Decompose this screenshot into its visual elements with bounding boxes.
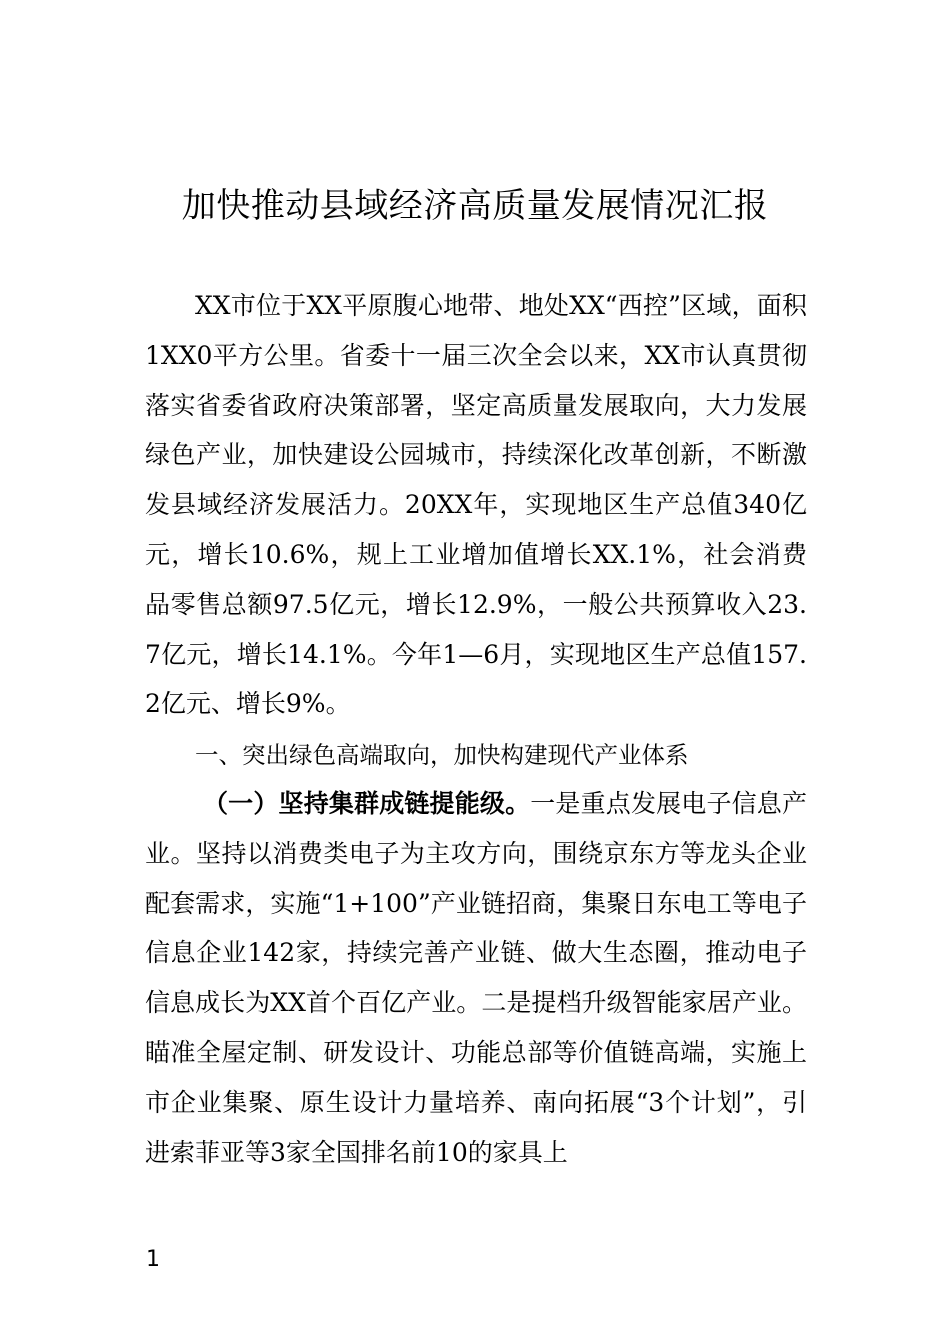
subsection-paragraph: [145, 779, 807, 1177]
subsection-text: 一是重点发展电子信息产业。坚持以消费类电子为主攻方向，围绕京东方等龙头企业配套需求，实施“1+100”产业链招商，集聚日东电工等电子信息企业142家，持续完善产业链、做大生态圈，推动电子信息成长为XX首个百亿产业。二是提档升级智能家居产业。瞄准全屋定制、研发设计、功能总部等价值链高端，实施上市企业集聚、原生设计力量培养、南向拓展“3个计划”，引进索菲亚等3家全国排名前10的家具上: [145, 789, 807, 1167]
document-title: 加快推动县域经济高质量发展情况汇报: [181, 186, 769, 226]
section-heading: 一、突出绿色高端取向，加快构建现代产业体系: [195, 741, 689, 769]
subsection-lead: （一）坚持集群成链提能级。: [203, 789, 531, 818]
page-number: 1: [146, 1247, 160, 1272]
intro-paragraph: XX市位于XX平原腹心地带、地处XX“西控”区域，面积1XX0平方公里。省委十一届三次全会以来，XX市认真贯彻落实省委省政府决策部署，坚定高质量发展取向，大力发展绿色产业，加快建设公园城市，持续深化改革创新，不断激发县域经济发展活力。20XX年，实现地区生产总值340亿元，增长10.6%，规上工业增加值增长XX.1%，社会消费品零售总额97.5亿元，增长12.9%，一般公共预算收入23.7亿元，增长14.1%。今年1—6月，实现地区生产总值157.2亿元、增长9%。: [145, 291, 807, 719]
